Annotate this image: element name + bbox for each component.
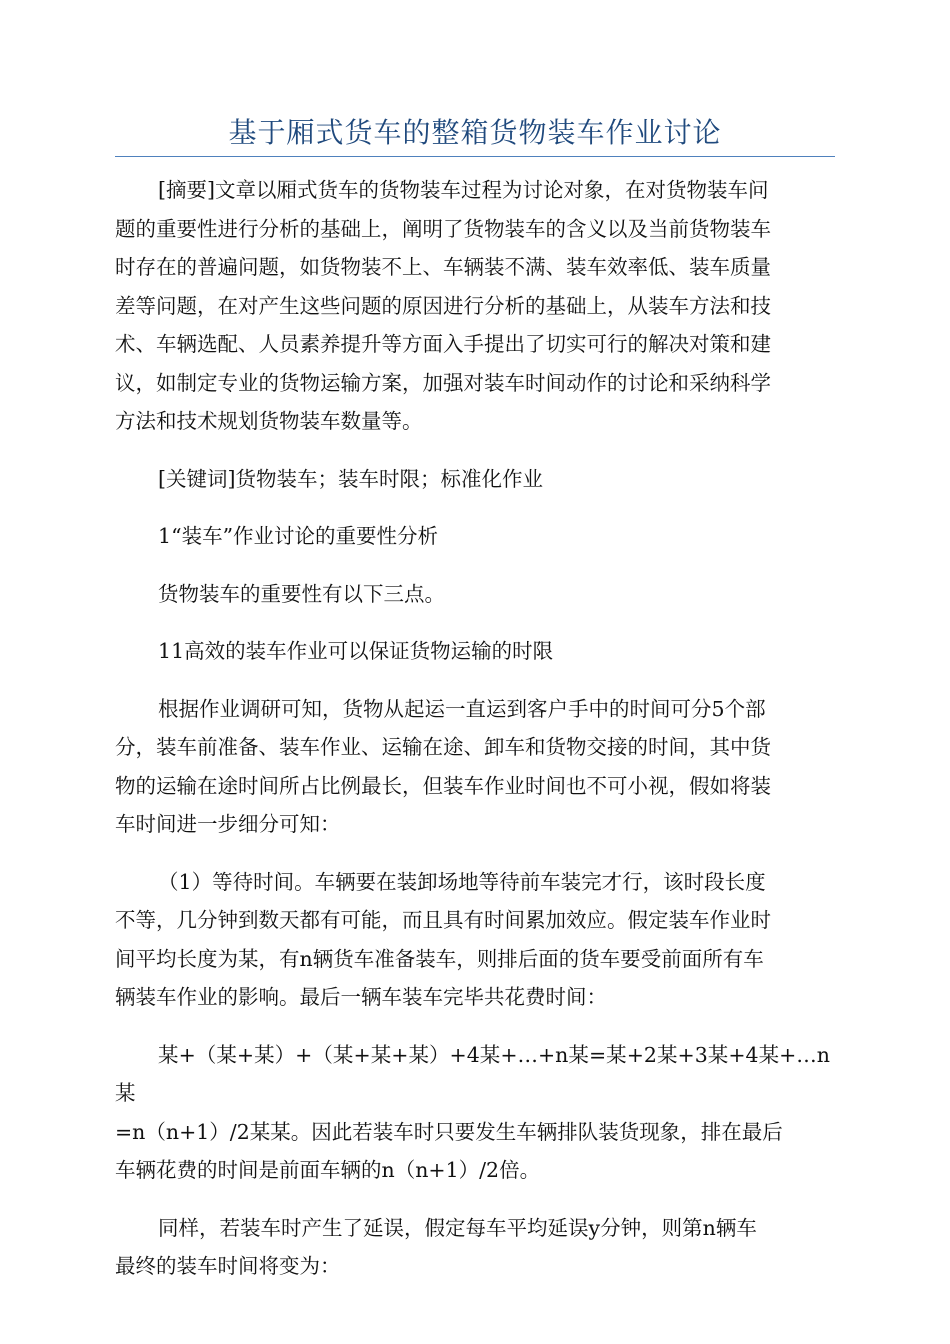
formula-paragraph [115, 1036, 830, 1190]
keywords-paragraph [115, 460, 830, 499]
text-line: 术、车辆选配、人员素养提升等方面入手提出了切实可行的解决对策和建 [115, 332, 771, 356]
text-line: 某+（某+某）+（某+某+某）+4某+…+n某=某+2某+3某+4某+…n某 [115, 1042, 830, 1105]
text-line: [摘要]文章以厢式货车的货物装车过程为讨论对象，在对货物装车问 [158, 178, 769, 202]
text-line: 议，如制定专业的货物运输方案，加强对装车时间动作的讨论和采纳科学 [115, 370, 771, 395]
document-body [115, 171, 830, 1305]
subsection-body-paragraph [115, 690, 830, 844]
text-line: =n（n+1）/2某某。因此若装车时只要发生车辆排队装货现象，排在最后 [115, 1119, 783, 1144]
text-line: 车时间进一步细分可知： [115, 812, 341, 836]
text-line: 物的运输在途时间所占比例最长，但装车作业时间也不可小视，假如将装 [115, 773, 771, 798]
text-line: [关键词]货物装车；装车时限；标准化作业 [158, 466, 544, 491]
abstract-paragraph [115, 171, 830, 441]
text-line: 题的重要性进行分析的基础上，阐明了货物装车的含义以及当前货物装车 [115, 216, 771, 241]
text-line: 辆装车作业的影响。最后一辆车装车完毕共花费时间： [115, 985, 607, 1009]
delay-paragraph [115, 1209, 830, 1286]
text-line: 11高效的装车作业可以保证货物运输的时限 [158, 639, 554, 663]
text-line: 差等问题，在对产生这些问题的原因进行分析的基础上，从装车方法和技 [115, 293, 771, 318]
text-line: 货物装车的重要性有以下三点。 [158, 581, 446, 606]
title-underline [115, 156, 835, 157]
text-line: 不等，几分钟到数天都有可能，而且具有时间累加效应。假定装车作业时 [115, 908, 771, 932]
text-line: 车辆花费的时间是前面车辆的n（n+1）/2倍。 [115, 1158, 541, 1182]
waiting-time-paragraph [115, 863, 830, 1017]
text-line: （1）等待时间。车辆要在装卸场地等待前车装完才行，该时段长度 [158, 869, 766, 894]
section-intro-paragraph [115, 575, 830, 614]
subsection-heading [115, 632, 830, 671]
section-heading [115, 517, 830, 556]
document-title: 基于厢式货车的整箱货物装车作业讨论 [228, 116, 722, 149]
text-line: 分，装车前准备、装车作业、运输在途、卸车和货物交接的时间，其中货 [115, 735, 771, 759]
text-line: 同样，若装车时产生了延误，假定每车平均延误y分钟，则第n辆车 [158, 1215, 757, 1240]
text-line: 方法和技术规划货物装车数量等。 [115, 409, 423, 433]
text-line: 间平均长度为某，有n辆货车准备装车，则排后面的货车要受前面所有车 [115, 946, 764, 971]
text-line: 最终的装车时间将变为： [115, 1254, 341, 1278]
text-line: 根据作业调研可知，货物从起运一直运到客户手中的时间可分5个部 [158, 696, 766, 721]
text-line: 1“装车”作业讨论的重要性分析 [158, 524, 439, 548]
text-line: 时存在的普遍问题，如货物装不上、车辆装不满、装车效率低、装车质量 [115, 255, 771, 279]
